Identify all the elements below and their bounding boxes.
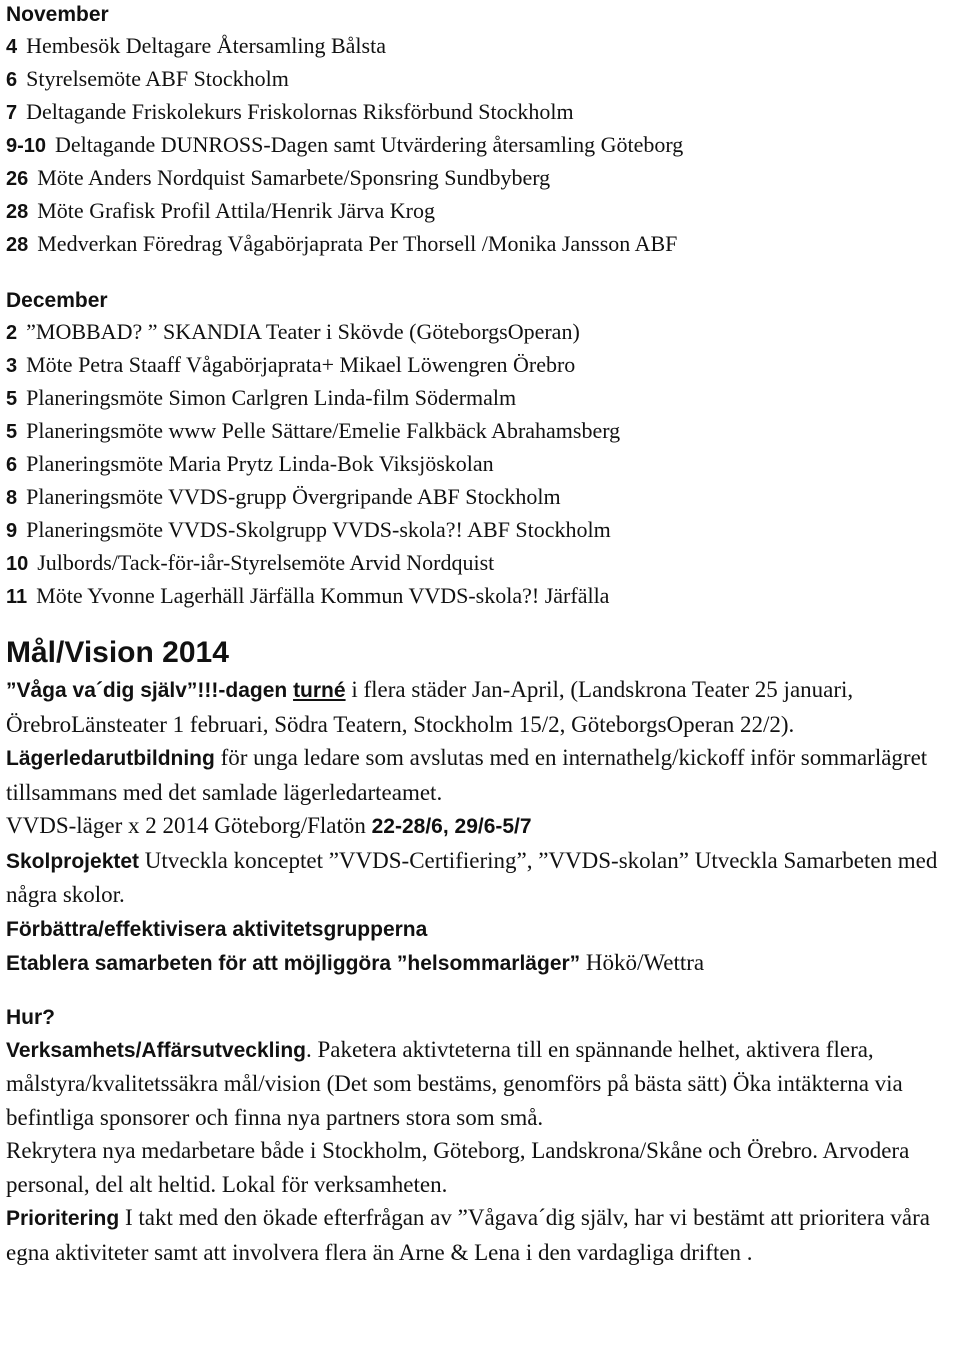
list-item [6,415,954,448]
list-item [6,30,954,63]
list-item [6,96,954,129]
item-text: Möte Grafisk Profil Attila/Henrik Järva Krog [37,198,436,223]
item-number: 9-10 [6,135,47,157]
bold-text: Prioritering [6,1207,120,1230]
item-text: Planeringsmöte VVDS-grupp Övergripande ABF Stockholm [26,484,561,509]
body-text: Rekrytera nya medarbetare både i Stockholm, Göteborg, Landskrona/Skåne och Örebro. Arvodera personal, del alt heltid. Lokal för verksamheten. [6,1138,910,1197]
list-item [6,316,954,349]
item-number: 6 [6,454,18,476]
december-list [6,316,954,613]
section-gap [6,981,954,1003]
item-number: 28 [6,201,29,223]
december-heading: December [6,289,108,312]
list-item [6,580,954,613]
item-number: 6 [6,69,18,91]
how-heading: Hur? [6,1005,55,1029]
body-text: för unga ledare som avslutas med en internathelg/kickoff inför sommarlägret tillsammans med det samlade lägerledarteamet. [6,745,928,805]
list-item [6,63,954,96]
item-number: 26 [6,168,29,190]
how-paragraph-recruit [6,1134,954,1201]
vision-paragraph-tour [6,673,954,741]
item-text: Deltagande Friskolekurs Friskolornas Riksförbund Stockholm [26,99,574,124]
how-paragraph-business [6,1033,954,1135]
body-text: VVDS-läger x 2 2014 Göteborg/Flatön [6,813,372,838]
item-text: ”MOBBAD? ” SKANDIA Teater i Skövde (GöteborgsOperan) [26,319,580,344]
item-number: 9 [6,520,18,542]
bold-text: Etablera samarbeten för att möjliggöra ”helsommarläger” [6,952,581,975]
item-text: Möte Petra Staaff Vågabörjaprata+ Mikael Löwengren Örebro [26,352,576,377]
item-number: 7 [6,102,18,124]
list-item [6,448,954,481]
item-number: 11 [6,586,28,608]
body-text: i flera städer Jan-April, (Landskrona Teater 25 januari, ÖrebroLänsteater 1 februari, Södra Teatern, Stockholm 15/2, GöteborgsOperan 22/2). [6,677,854,737]
vision-paragraph-training [6,741,954,809]
item-text: Medverkan Föredrag Vågabörjaprata Per Thorsell /Monika Jansson ABF [37,231,678,256]
item-number: 5 [6,388,18,410]
vision-title: Mål/Vision 2014 [6,636,229,669]
vision-paragraph-camp [6,809,954,844]
body-text: Hökö/Wettra [580,950,705,975]
item-number: 3 [6,355,18,377]
list-item [6,162,954,195]
document-page [6,0,954,1269]
list-item [6,228,954,261]
section-gap [6,613,954,633]
list-item [6,382,954,415]
item-text: Deltagande DUNROSS-Dagen samt Utvärdering återsamling Göteborg [55,132,684,157]
item-number: 28 [6,234,29,256]
body-text: I takt med den ökade efterfrågan av ”Vågava´dig själv, har vi bestämt att prioritera våra egna aktiviteter samt att involvera flera än Arne & Lena i den vardagliga driften . [6,1205,930,1265]
list-item [6,514,954,547]
body-text: . Paketera aktivteterna till en spännande helhet, aktivera flera, målstyra/kvalitetssäkra mål/vision (Det som bestäms, genomförs på bästa sätt) Öka intäkterna via befintliga sponsorer och finna nya partners stora som små. [6,1036,903,1130]
underlined-bold-text: turné [293,679,346,702]
item-text: Möte Anders Nordquist Samarbete/Sponsring Sundbyberg [37,165,551,190]
bold-text: Verksamhets/Affärsutveckling [6,1038,306,1062]
vision-paragraph-groups [6,912,954,947]
bold-text: 22-28/6, 29/6-5/7 [371,815,532,838]
item-number: 5 [6,421,18,443]
item-text: Möte Yvonne Lagerhäll Järfälla Kommun VVDS-skola?! Järfälla [36,583,610,608]
list-item [6,195,954,228]
list-item [6,547,954,580]
item-text: Planeringsmöte www Pelle Sättare/Emelie Falkbäck Abrahamsberg [26,418,621,443]
item-text: Planeringsmöte Simon Carlgren Linda-film Södermalm [26,385,517,410]
item-text: Styrelsemöte ABF Stockholm [26,66,289,91]
item-number: 10 [6,553,29,575]
list-item [6,349,954,382]
bold-text: Lägerledarutbildning [6,747,215,770]
item-text: Julbords/Tack-för-iår-Styrelsemöte Arvid Nordquist [37,550,495,575]
list-item [6,481,954,514]
bold-text: Förbättra/effektivisera aktivitetsgrupperna [6,917,428,941]
vision-paragraph-school [6,844,954,912]
item-number: 2 [6,322,18,344]
bold-text: ”Våga va´dig själv”!!!-dagen [6,679,294,702]
item-number: 8 [6,487,18,509]
november-heading: November [6,3,109,26]
bold-text: Skolprojektet [6,849,140,873]
item-text: Hembesök Deltagare Återsamling Bålsta [26,33,386,58]
november-list [6,30,954,261]
vision-paragraph-summer [6,946,954,981]
item-text: Planeringsmöte VVDS-Skolgrupp VVDS-skola?! ABF Stockholm [26,517,611,542]
list-item [6,129,954,162]
section-gap [6,261,954,286]
item-number: 4 [6,36,18,58]
item-text: Planeringsmöte Maria Prytz Linda-Bok Viksjöskolan [26,451,494,476]
body-text: Utveckla konceptet ”VVDS-Certifiering”, ”VVDS-skolan” Utveckla Samarbeten med några skolor. [6,847,938,907]
how-paragraph-priority [6,1201,954,1269]
